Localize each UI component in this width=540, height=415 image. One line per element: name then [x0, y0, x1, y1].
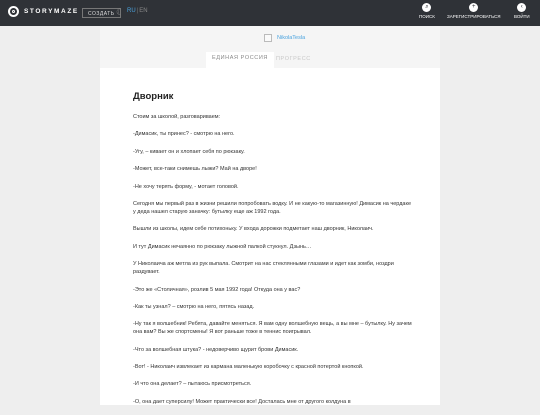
author-name[interactable]: NikolaTesla	[277, 35, 306, 41]
paragraph: -Ну так я волшебник! Ребята, давайте меняться. Я вам одну волшебную вещь, а вы мне – бутылку. Ну зачем она вам? Вы же спортсмены! Я вот раньше тоже в теннис поигрывал.	[133, 321, 412, 336]
paragraph: -Не хочу терять форму, - мотает головой.	[133, 183, 239, 190]
story-body	[133, 113, 413, 415]
search-icon: ⌕	[422, 3, 431, 12]
top-bar	[0, 0, 540, 26]
paragraph: -И что она делает? – пытаюсь присмотреться.	[133, 381, 252, 388]
story-card	[100, 26, 440, 405]
plus-icon: +	[469, 3, 478, 12]
paragraph: Вышли из школы, идем себе потихоньку. У входа дорожки подметает наш дворник, Николаич.	[133, 226, 374, 233]
nav-login[interactable]	[514, 3, 530, 19]
language-switch: RU|EN	[127, 8, 148, 14]
paragraph: -Что за волшебная штука? - недоверчиво щурит брови Димасик.	[133, 346, 299, 353]
logo-icon	[8, 6, 19, 17]
nav-search[interactable]	[419, 3, 435, 19]
paragraph: У Николаича аж метла из рук выпала. Смотрит на нас стеклянными глазами и идет как зомби, ноздри раздувает.	[133, 261, 394, 276]
login-icon: ‹	[517, 3, 526, 12]
nav-search-label: ПОИСК	[419, 14, 435, 19]
paragraph: И тут Димасик нечаянно по рюкзаку лыжной палкой стукнул. Дзынь…	[133, 243, 312, 250]
paragraph: Сегодня мы первый раз в жизни решили попробовать водку. И не какую-то магазинную! Димасик на чердаке у деда нашел старую заначку: бутылку еще аж 1992 года.	[133, 200, 412, 215]
logo-text: STORYMAZE	[24, 8, 79, 15]
lang-ru[interactable]: RU	[127, 8, 136, 14]
author[interactable]	[264, 34, 305, 42]
paragraph: -Угу, – кивает он и хлопает себя по рюкзаку.	[133, 148, 245, 155]
tab-united-russia[interactable]: ЕДИНАЯ РОССИЯ	[206, 52, 274, 68]
tab-progress[interactable]: ПРОГРЕСС	[276, 56, 311, 62]
nav-register[interactable]	[447, 3, 501, 19]
nav-login-label: ВОЙТИ	[514, 14, 530, 19]
story-title: Дворник	[133, 91, 174, 102]
moon-icon[interactable]: ☾	[116, 7, 125, 17]
lang-en[interactable]: EN	[139, 8, 148, 14]
paragraph: -Как ты узнал? – смотрю на него, пятясь назад.	[133, 303, 255, 310]
paragraph: Стоим за школой, разговариваем:	[133, 114, 221, 120]
avatar	[264, 34, 272, 42]
paragraph: -Может, все-таки снимешь лыжи? Май на дворе!	[133, 166, 257, 173]
paragraph: -Вот! - Николаич извлекает из кармана маленькую коробочку с красной потертой кнопкой.	[133, 364, 364, 371]
paragraph: -Димасик, ты принес? - смотрю на него.	[133, 131, 235, 138]
story-header	[100, 26, 440, 68]
create-button[interactable]: СОЗДАТЬ	[82, 8, 121, 18]
logo[interactable]	[8, 6, 79, 17]
nav-register-label: ЗАРЕГИСТРИРОВАТЬСЯ	[447, 14, 501, 19]
paragraph: -Это же «Столичная», розлив 5 мая 1992 года! Откуда она у вас?	[133, 286, 301, 293]
paragraph: -О, она дает суперсилу! Может практически все! Досталась мне от другого колдуна в	[133, 398, 351, 405]
